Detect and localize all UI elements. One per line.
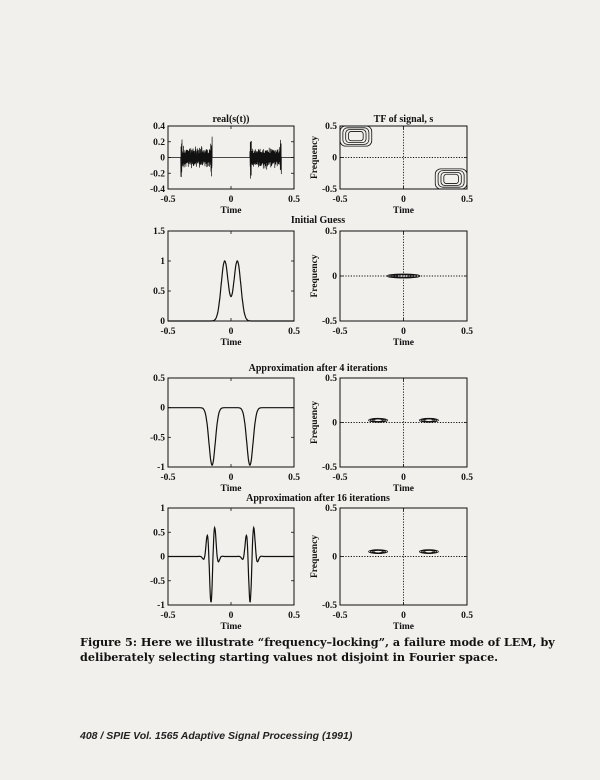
panel-iter4-tf: [310, 374, 473, 494]
panel-iter16-tf: [310, 504, 473, 632]
y-tick-label: 0: [160, 153, 165, 164]
x-tick-label: 0.5: [461, 327, 473, 337]
y-tick-label: -0.5: [149, 576, 165, 587]
tf-contour: [444, 174, 459, 183]
y-tick-label: 0.5: [325, 122, 337, 132]
panel-iter4-time: [150, 374, 300, 494]
y-tick-label: -0.5: [321, 463, 337, 473]
y-tick-label: -1: [157, 601, 165, 611]
y-tick-label: 0: [332, 272, 337, 282]
x-tick-label: 0: [401, 473, 406, 483]
y-tick-label: -1: [157, 463, 165, 473]
y-axis-label: Frequency: [310, 534, 320, 579]
panel-initial-tf: [310, 227, 473, 348]
x-axis-label: Time: [220, 206, 242, 216]
figure-caption: Figure 5: Here we illustrate “frequency–locking”, a failure mode of LEM, by deliberately selecting starting values not disjoint in Fourier space.: [80, 635, 555, 664]
x-tick-label: -0.5: [332, 195, 348, 205]
x-tick-label: 0: [228, 473, 234, 483]
x-tick-label: 0.5: [461, 611, 473, 621]
tf-contour: [349, 131, 364, 140]
y-tick-label: 0.5: [325, 504, 337, 514]
panel-iter16-time: [150, 504, 300, 632]
x-tick-label: 0: [401, 327, 406, 337]
x-tick-label: 0.5: [461, 473, 473, 483]
y-tick-label: -0.5: [321, 601, 337, 611]
row-title: Approximation after 16 iterations: [246, 493, 390, 504]
page-footer: 408 / SPIE Vol. 1565 Adaptive Signal Processing (1991): [80, 730, 353, 742]
x-axis-label: Time: [393, 338, 414, 348]
panel-initial-time: [153, 227, 300, 348]
y-tick-label: 0: [332, 418, 337, 429]
panel-signal-tf: [310, 114, 473, 216]
x-axis-label: Time: [393, 484, 414, 494]
tf-contour: [425, 550, 434, 552]
signal-curve: [168, 137, 294, 179]
x-tick-label: 0: [401, 611, 406, 621]
row-title: Initial Guess: [290, 215, 346, 226]
x-tick-label: 0: [401, 195, 406, 205]
y-axis-label: Frequency: [310, 400, 320, 445]
x-axis-label: Time: [220, 484, 242, 494]
y-tick-label: -0.2: [149, 169, 165, 180]
y-tick-label: -0.4: [149, 185, 165, 195]
x-axis-label: Time: [393, 622, 414, 632]
panel-title: TF of signal, s: [373, 114, 434, 125]
x-tick-label: -0.5: [160, 473, 176, 483]
y-tick-label: 0.5: [153, 287, 165, 297]
y-tick-label: 1: [160, 504, 165, 514]
y-tick-label: 0: [160, 317, 165, 327]
y-tick-label: 0: [332, 153, 337, 164]
y-tick-label: 0.4: [153, 122, 165, 132]
tf-contour: [396, 275, 411, 278]
y-axis-label: Frequency: [310, 135, 320, 180]
x-tick-label: -0.5: [332, 611, 348, 621]
x-axis-label: Time: [220, 622, 242, 632]
x-tick-label: -0.5: [160, 611, 176, 621]
x-tick-label: -0.5: [332, 327, 348, 337]
tf-contour: [374, 419, 383, 422]
x-axis-label: Time: [393, 206, 414, 216]
panel-title: real(s(t)): [212, 114, 250, 125]
y-tick-label: 0.5: [153, 528, 165, 539]
x-tick-label: 0.5: [288, 195, 300, 205]
y-tick-label: -0.5: [149, 433, 165, 444]
x-tick-label: 0.5: [288, 327, 300, 337]
y-tick-label: -0.5: [321, 317, 337, 327]
y-tick-label: 1: [160, 257, 165, 267]
x-tick-label: 0.5: [288, 611, 300, 621]
tf-contour: [374, 550, 383, 552]
y-tick-label: 0.5: [153, 374, 165, 384]
panel-signal-real: [150, 114, 300, 216]
x-tick-label: 0: [228, 611, 234, 621]
signal-curve: [168, 408, 294, 466]
plot-frame: [168, 231, 294, 321]
y-tick-label: 0.2: [153, 137, 165, 148]
y-axis-label: Frequency: [310, 254, 320, 298]
x-tick-label: 0.5: [288, 473, 300, 483]
y-tick-label: 0.5: [325, 374, 337, 384]
y-tick-label: 0: [332, 552, 337, 563]
x-tick-label: -0.5: [160, 195, 176, 205]
y-tick-label: 0: [160, 552, 165, 563]
y-tick-label: 0.5: [325, 227, 337, 237]
x-tick-label: 0: [228, 327, 234, 337]
x-axis-label: Time: [220, 338, 242, 348]
signal-curve: [168, 528, 294, 602]
x-tick-label: -0.5: [160, 327, 176, 337]
x-tick-label: 0.5: [461, 195, 473, 205]
signal-curve: [168, 261, 294, 321]
tf-contour: [425, 419, 434, 422]
x-tick-label: -0.5: [332, 473, 348, 483]
y-tick-label: 0: [160, 403, 165, 414]
plot-frame: [168, 378, 294, 467]
y-tick-label: 1.5: [153, 227, 165, 237]
row-title: Approximation after 4 iterations: [248, 363, 388, 374]
y-tick-label: -0.5: [321, 185, 337, 195]
x-tick-label: 0: [228, 195, 234, 205]
